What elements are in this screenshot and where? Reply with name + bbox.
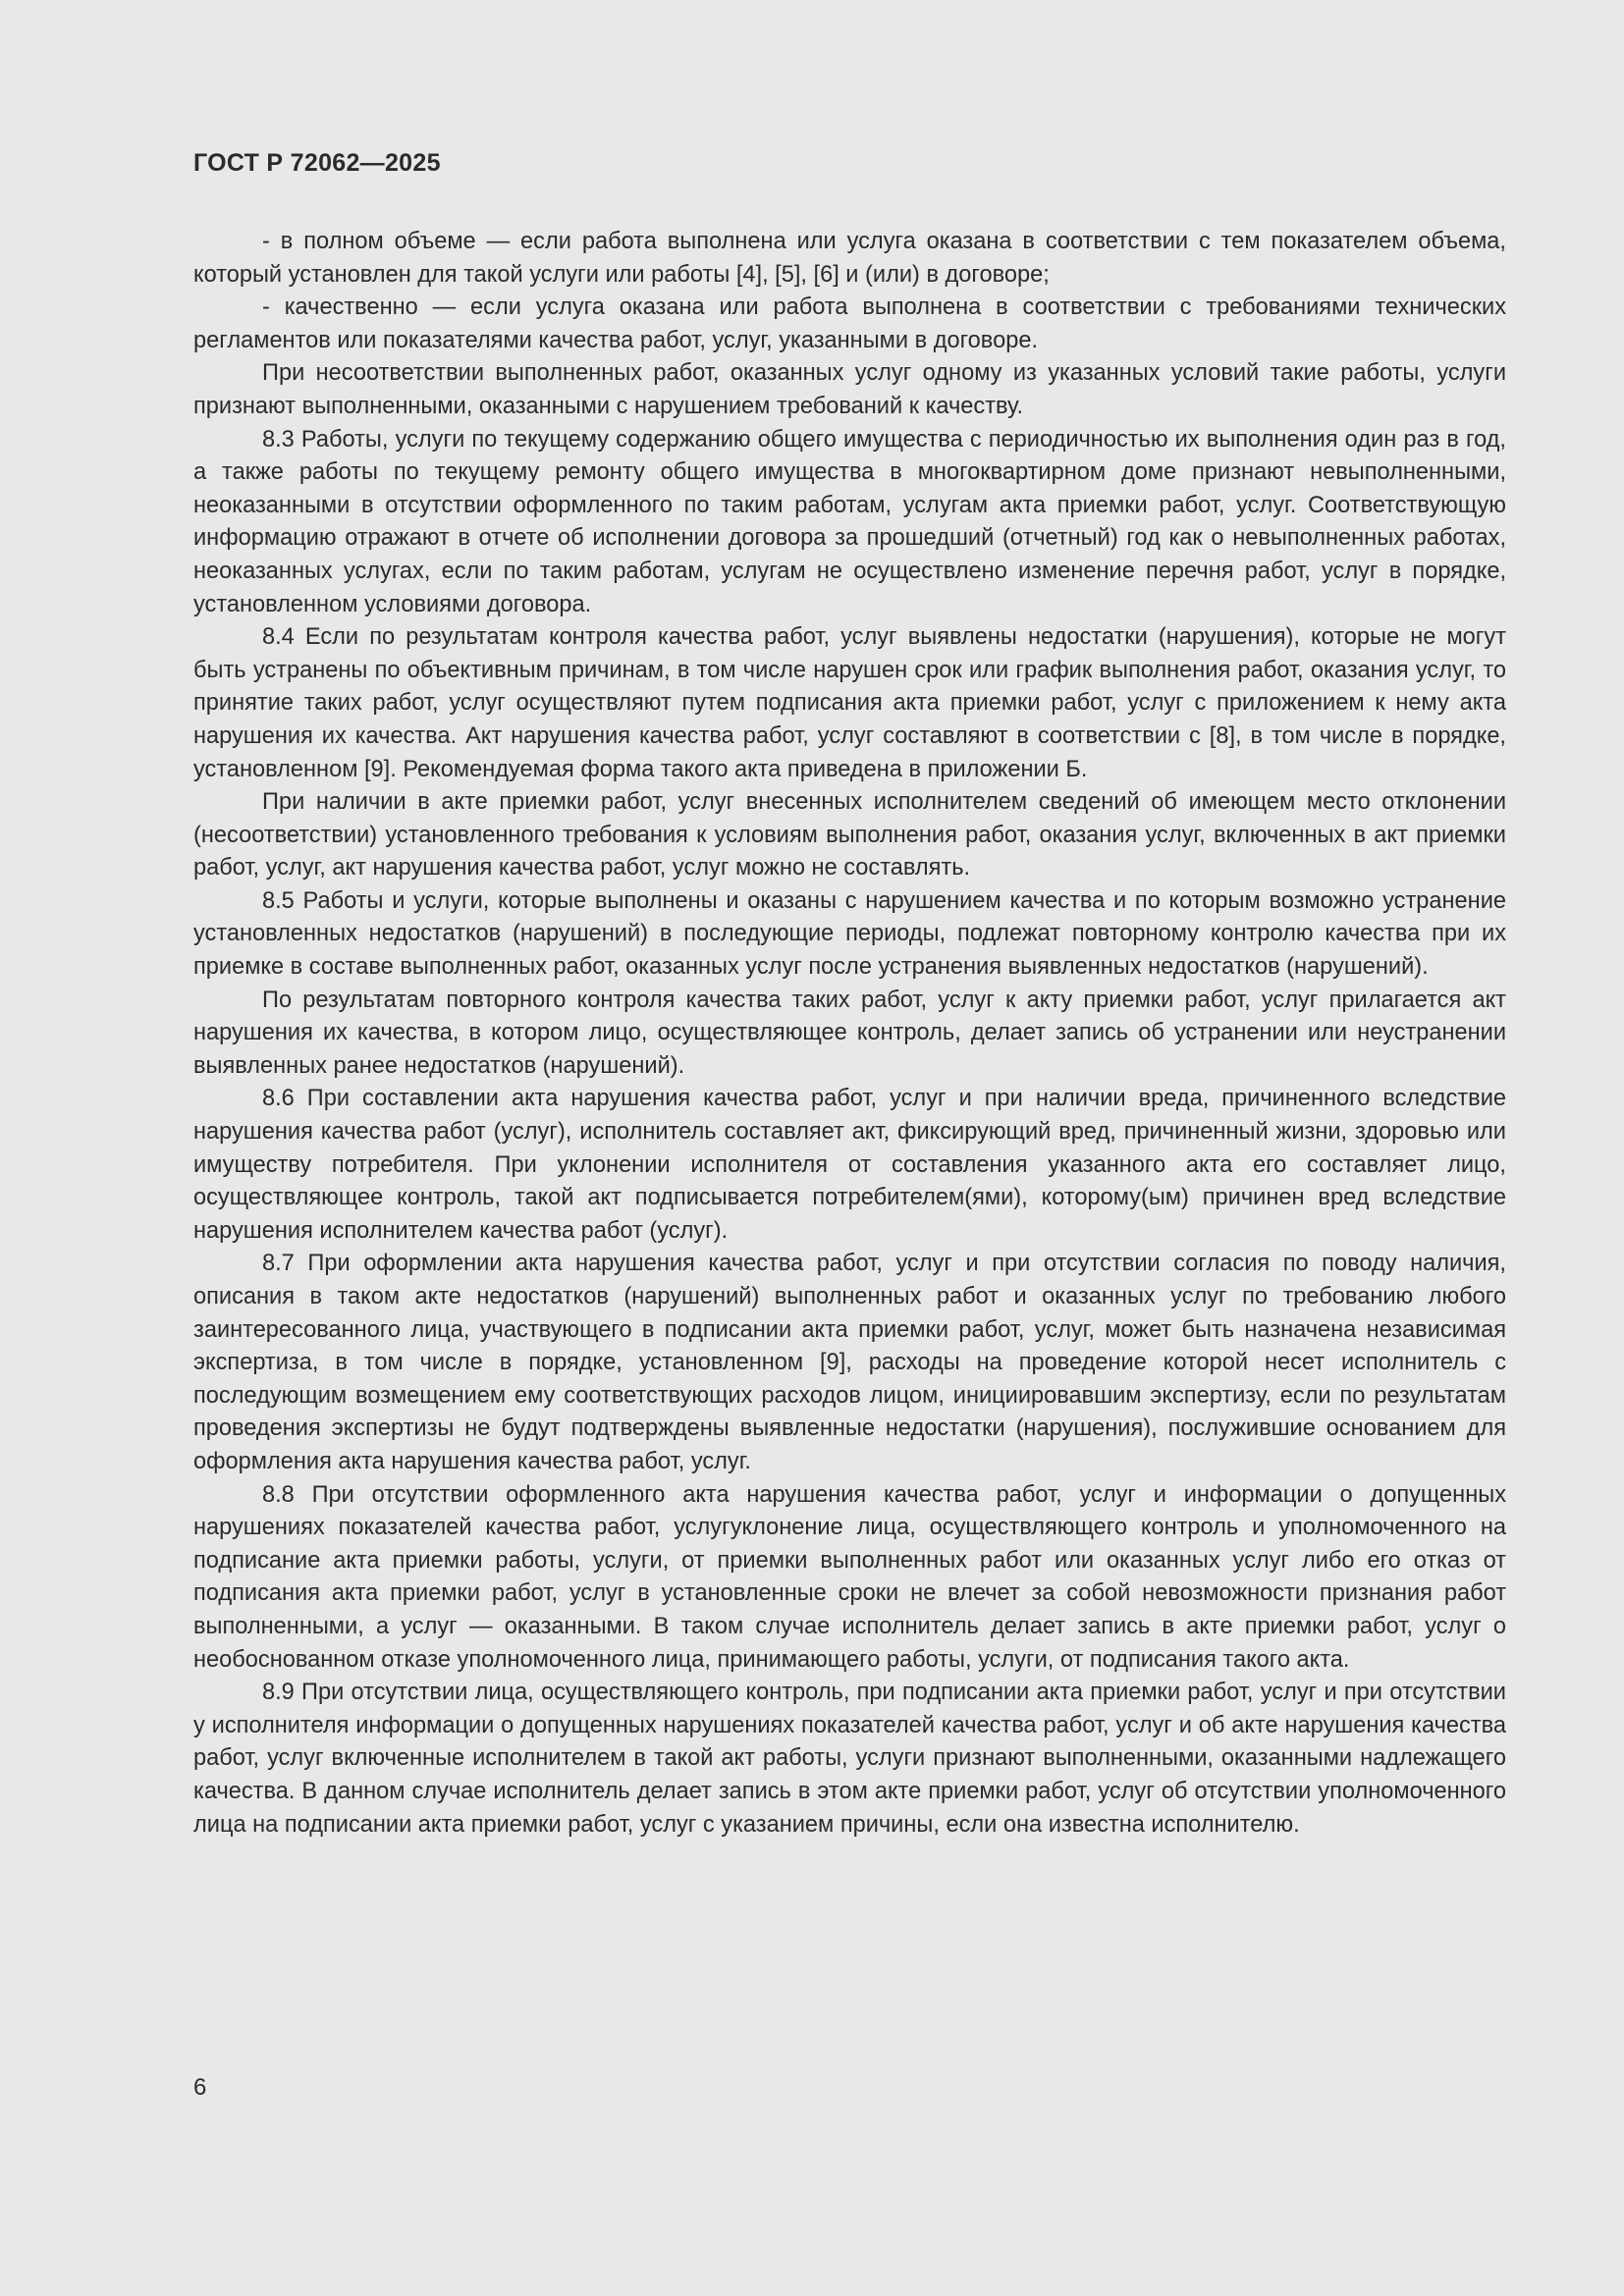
paragraph-8-4-note: При наличии в акте приемки работ, услуг внесенных исполнителем сведений об имеющем место отклонении (несоответствии) установленного требования к условиям выполнения работ, оказания услуг, включенных в акт приемки работ, услуг, акт нарушения качества работ, услуг можно не составлять. xyxy=(193,789,1506,881)
paragraph-8-5: 8.5 Работы и услуги, которые выполнены и оказаны с нарушением качества и по которым возможно устранение установленных недостатков (нарушений) в последующие периоды, подлежат повторному контролю качества при их приемке в составе выполненных работ, оказанных услуг после устранения выявленных недостатков (нарушений). xyxy=(193,887,1506,981)
document-body xyxy=(193,226,1506,1842)
paragraph-8-4: 8.4 Если по результатам контроля качества работ, услуг выявлены недостатки (нарушения), которые не могут быть устранены по объективным причинам, в том числе нарушен срок или график выполнения работ, оказания услуг, то принятие таких работ, услуг осуществляют путем подписания акта приемки работ, услуг с приложением к нему акта нарушения их качества. Акт нарушения качества работ, услуг составляют в соответствии с [8], в том числе в порядке, установленном [9]. Рекомендуемая форма такого акта приведена в приложении Б. xyxy=(193,624,1506,782)
paragraph-8-9: 8.9 При отсутствии лица, осуществляющего контроль, при подписании акта приемки работ, услуг и при отсутствии у исполнителя информации о допущенных нарушениях показателей качества работ, услуг и об акте нарушения качества работ, услуг включенные исполнителем в такой акт работы, услуги признают выполненными, оказанными надлежащего качества. В данном случае исполнитель делает запись в этом акте приемки работ, услуг об отсутствии уполномоченного лица на подписании акта приемки работ, услуг с указанием причины, если она известна исполнителю. xyxy=(193,1680,1506,1838)
page-number: 6 xyxy=(193,2074,207,2101)
paragraph-8-7: 8.7 При оформлении акта нарушения качества работ, услуг и при отсутствии согласия по поводу наличия, описания в таком акте недостатков (нарушений) выполненных работ и оказанных услуг по требованию любого заинтересованного лица, участвующего в подписании акта приемки работ, услуг, может быть назначена независимая экспертиза, в том числе в порядке, установленном [9], расходы на проведение которой несет исполнитель с последующим возмещением ему соответствующих расходов лицом, инициировавшим экспертизу, если по результатам проведения экспертизы не будут подтверждены выявленные недостатки (нарушения), послужившие основанием для оформления акта нарушения качества работ, услуг. xyxy=(193,1251,1506,1474)
paragraph-full-volume: - в полном объеме — если работа выполнена или услуга оказана в соответствии с тем показателем объема, который установлен для такой услуги или работы [4], [5], [6] и (или) в договоре; xyxy=(193,229,1506,288)
paragraph-8-8: 8.8 При отсутствии оформленного акта нарушения качества работ, услуг и информации о допущенных нарушениях показателей качества работ, услугуклонение лица, осуществляющего контроль и уполномоченного на подписание акта приемки работы, услуги, от приемки выполненных работ или оказанных услуг либо его отказ от подписания акта приемки работ, услуг в установленные сроки не влечет за собой невозможности признания работ выполненными, а услуг — оказанными. В таком случае исполнитель делает запись в акте приемки работ, услуг о необоснованном отказе уполномоченного лица, принимающего работы, услуги, от подписания такого акта. xyxy=(193,1481,1506,1673)
paragraph-nonconformity: При несоответствии выполненных работ, оказанных услуг одному из указанных условий такие работы, услуги признают выполненными, оказанными с нарушением требований к качеству. xyxy=(193,360,1506,419)
document-header: ГОСТ Р 72062—2025 xyxy=(193,149,441,177)
paragraph-8-6: 8.6 При составлении акта нарушения качества работ, услуг и при наличии вреда, причиненного вследствие нарушения качества работ (услуг), исполнитель составляет акт, фиксирующий вред, причиненный жизни, здоровью или имуществу потребителя. При уклонении исполнителя от составления указанного акта его составляет лицо, осуществляющее контроль, такой акт подписывается потребителем(ями), которому(ым) причинен вред вследствие нарушения исполнителем качества работ (услуг). xyxy=(193,1086,1506,1244)
paragraph-8-5-note: По результатам повторного контроля качества таких работ, услуг к акту приемки работ, услуг прилагается акт нарушения их качества, в котором лицо, осуществляющее контроль, делает запись об устранении или неустранении выявленных ранее недостатков (нарушений). xyxy=(193,987,1506,1079)
paragraph-quality: - качественно — если услуга оказана или работа выполнена в соответствии с требованиями технических регламентов или показателями качества работ, услуг, указанными в договоре. xyxy=(193,294,1506,353)
paragraph-8-3: 8.3 Работы, услуги по текущему содержанию общего имущества с периодичностью их выполнения один раз в год, а также работы по текущему ремонту общего имущества в многоквартирном доме признают невыполненными, неоказанными в отсутствии оформленного по таким работам, услугам акта приемки работ, услуг. Соответствующую информацию отражают в отчете об исполнении договора за прошедший (отчетный) год как о невыполненных работах, неоказанных услугах, если по таким работам, услугам не осуществлено изменение перечня работ, услуг в порядке, установленном условиями договора. xyxy=(193,426,1506,617)
